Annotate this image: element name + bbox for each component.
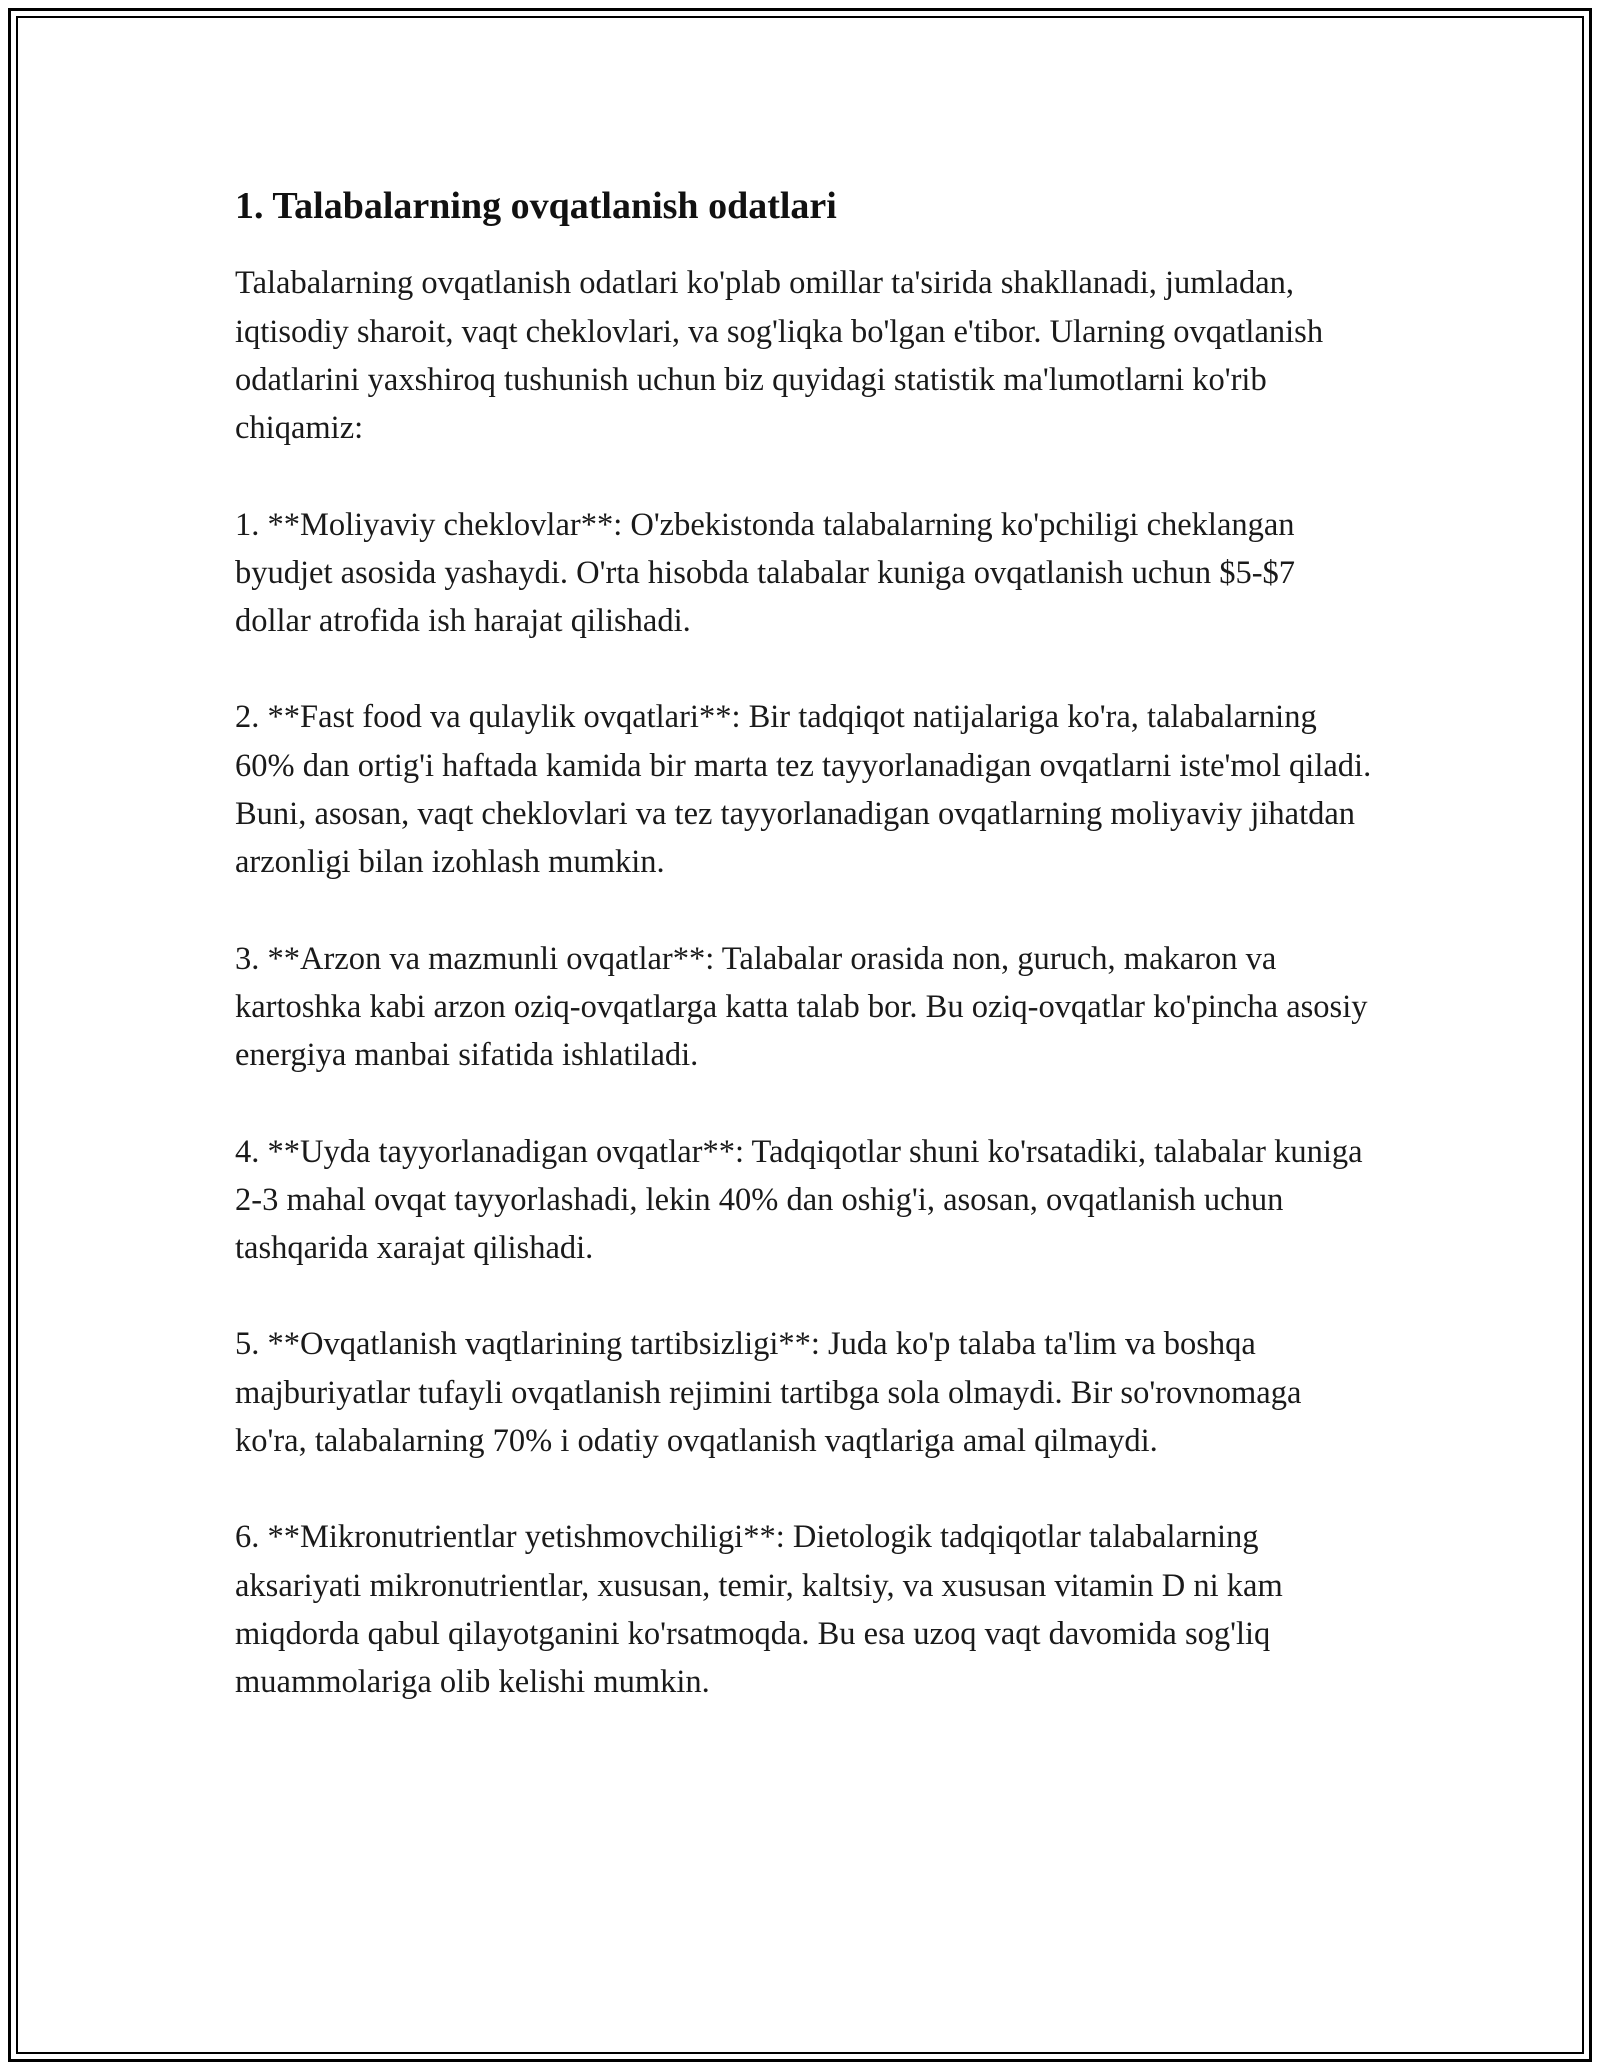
list-item-micronutrients: 6. **Mikronutrientlar yetishmovchiligi**: Dietologik tadqiqotlar talabalarning aksariyati mikronutrientlar, xususan, temir, kaltsiy, va xususan vitamin D ni kam miqdorda qabul qilayotganini ko'rsatmoqda. Bu esa uzoq vaqt davomida sog'liq muammolariga olib kelishi mumkin. <box>235 1519 1283 1701</box>
list-item-cheap-meals: 3. **Arzon va mazmunli ovqatlar**: Talabalar orasida non, guruch, makaron va kartoshka kabi arzon oziq-ovqatlarga katta talab bor. Bu oziq-ovqatlar ko'pincha asosiy energiya manbai sifatida ishlatiladi. <box>235 940 1368 1074</box>
list-item-home-cooked: 4. **Uyda tayyorlanadigan ovqatlar**: Tadqiqotlar shuni ko'rsatadiki, talabalar kuniga 2-3 mahal ovqat tayyorlashadi, lekin 40% dan oshig'i, asosan, ovqatlanish uchun tashqarida xarajat qilishadi. <box>235 1133 1363 1267</box>
document-body <box>235 182 1375 1755</box>
section-heading: 1. Talabalarning ovqatlanish odatlari <box>235 185 837 227</box>
list-item-irregular-meals: 5. **Ovqatlanish vaqtlarining tartibsizligi**: Juda ko'p talaba ta'lim va boshqa majburiyatlar tufayli ovqatlanish rejimini tartibga sola olmaydi. Bir so'rovnomaga ko'ra, talabalarning 70% i odatiy ovqatlanish vaqtlariga amal qilmaydi. <box>235 1326 1302 1460</box>
list-item-financial-constraints: 1. **Moliyaviy cheklovlar**: O'zbekistonda talabalarning ko'pchiligi cheklangan byudjet asosida yashaydi. O'rta hisobda talabalar kuniga ovqatlanish uchun $5-$7 dollar atrofida ish harajat qilishadi. <box>235 506 1296 640</box>
intro-paragraph: Talabalarning ovqatlanish odatlari ko'plab omillar ta'sirida shakllanadi, jumladan, iqtisodiy sharoit, vaqt cheklovlari, va sog'liqka bo'lgan e'tibor. Ularning ovqatlanish odatlarini yaxshiroq tushunish uchun biz quyidagi statistik ma'lumotlarni ko'rib chiqamiz: <box>235 265 1324 447</box>
list-item-fast-food: 2. **Fast food va qulaylik ovqatlari**: Bir tadqiqot natijalariga ko'ra, talabalarning 60% dan ortig'i haftada kamida bir marta tez tayyorlanadigan ovqatlarni iste'mol qiladi. Buni, asosan, vaqt cheklovlari va tez tayyorlanadigan ovqatlarning moliyaviy jihatdan arzonligi bilan izohlash mumkin. <box>235 699 1372 881</box>
